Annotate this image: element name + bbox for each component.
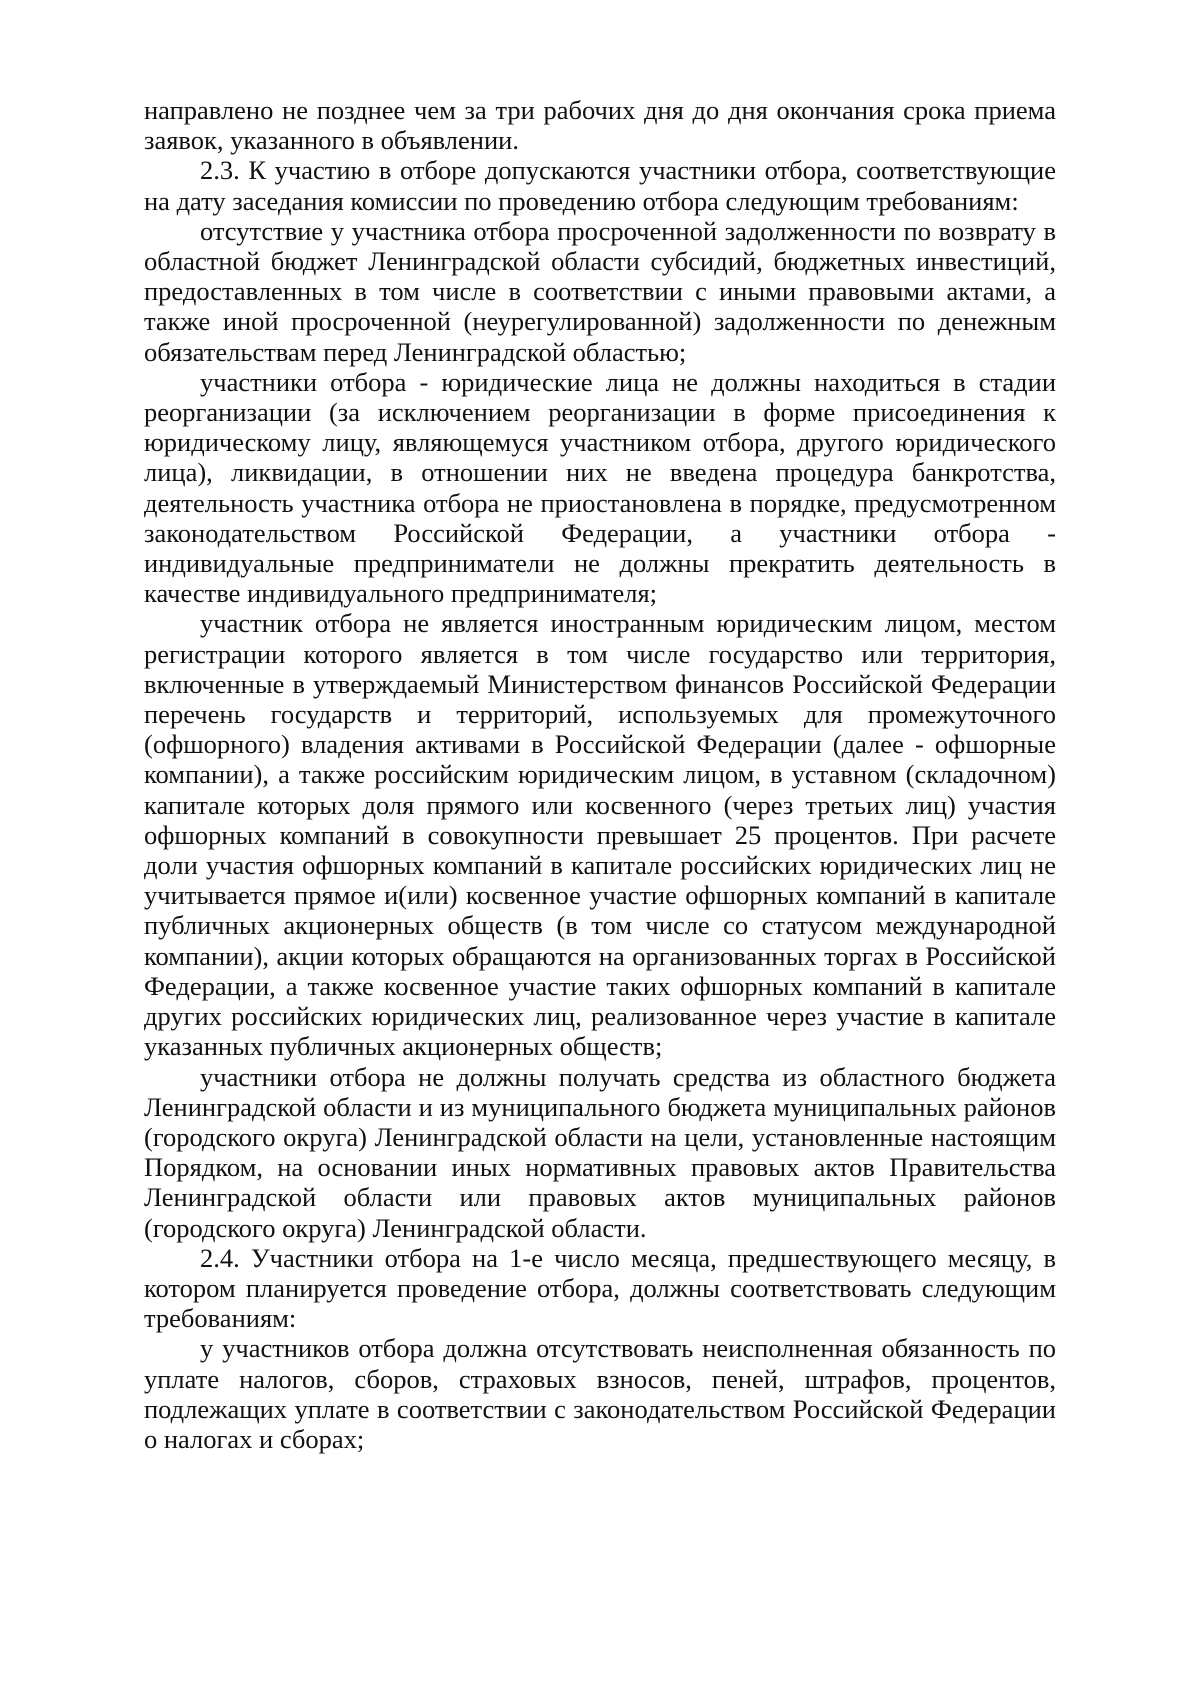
paragraph-clause-2-3: 2.3. К участию в отборе допускаются участники отбора, соответствующие на дату заседания комиссии по проведению отбора следующим требованиям: xyxy=(144,155,1056,216)
document-body xyxy=(144,95,1056,1454)
paragraph-clause-2-4: 2.4. Участники отбора на 1-е число месяца, предшествующего месяцу, в котором планируется проведение отбора, должны соответствовать следующим требованиям: xyxy=(144,1242,1056,1334)
paragraph-requirement-no-reorganization: участники отбора - юридические лица не должны находиться в стадии реорганизации (за исключением реорганизации в форме присоединения к юридическому лицу, являющемуся участником отбора, другого юридического лица), ликвидации, в отношении них не введена процедура банкротства, деятельность участника отбора не приостановлена в порядке, предусмотренном законодательством Российской Федерации, а участники отбора - индивидуальные предприниматели не должны прекратить деятельность в качестве индивидуального предпринимателя; xyxy=(144,366,1056,609)
paragraph-continuation: направлено не позднее чем за три рабочих дня до дня окончания срока приема заявок, указанного в объявлении. xyxy=(144,95,1056,156)
paragraph-requirement-no-tax-arrears: у участников отбора должна отсутствовать неисполненная обязанность по уплате налогов, сборов, страховых взносов, пеней, штрафов, процентов, подлежащих уплате в соответствии с законодательством Российской Федерации о налогах и сборах; xyxy=(144,1333,1056,1454)
paragraph-requirement-not-offshore: участник отбора не является иностранным юридическим лицом, местом регистрации которого является в том числе государство или территория, включенные в утверждаемый Министерством финансов Российской Федерации перечень государств и территорий, используемых для промежуточного (офшорного) владения активами в Российской Федерации (далее - офшорные компании), а также российским юридическим лицом, в уставном (складочном) капитале которых доля прямого или косвенного (через третьих лиц) участия офшорных компаний в совокупности превышает 25 процентов. При расчете доли участия офшорных компаний в капитале российских юридических лиц не учитывается прямое и(или) косвенное участие офшорных компаний в капитале публичных акционерных обществ (в том числе со статусом международной компании), акции которых обращаются на организованных торгах в Российской Федерации, а также косвенное участие таких офшорных компаний в капитале других российских юридических лиц, реализованное через участие в капитале указанных публичных акционерных обществ; xyxy=(144,608,1056,1062)
paragraph-requirement-no-debt: отсутствие у участника отбора просроченной задолженности по возврату в областной бюджет Ленинградской области субсидий, бюджетных инвестиций, предоставленных в том числе в соответствии с иными правовыми актами, а также иной просроченной (неурегулированной) задолженности по денежным обязательствам перед Ленинградской областью; xyxy=(144,215,1056,367)
paragraph-requirement-no-duplicate-funding: участники отбора не должны получать средства из областного бюджета Ленинградской области и из муниципального бюджета муниципальных районов (городского округа) Ленинградской области на цели, установленные настоящим Порядком, на основании иных нормативных правовых актов Правительства Ленинградской области или правовых актов муниципальных районов (городского округа) Ленинградской области. xyxy=(144,1061,1056,1243)
